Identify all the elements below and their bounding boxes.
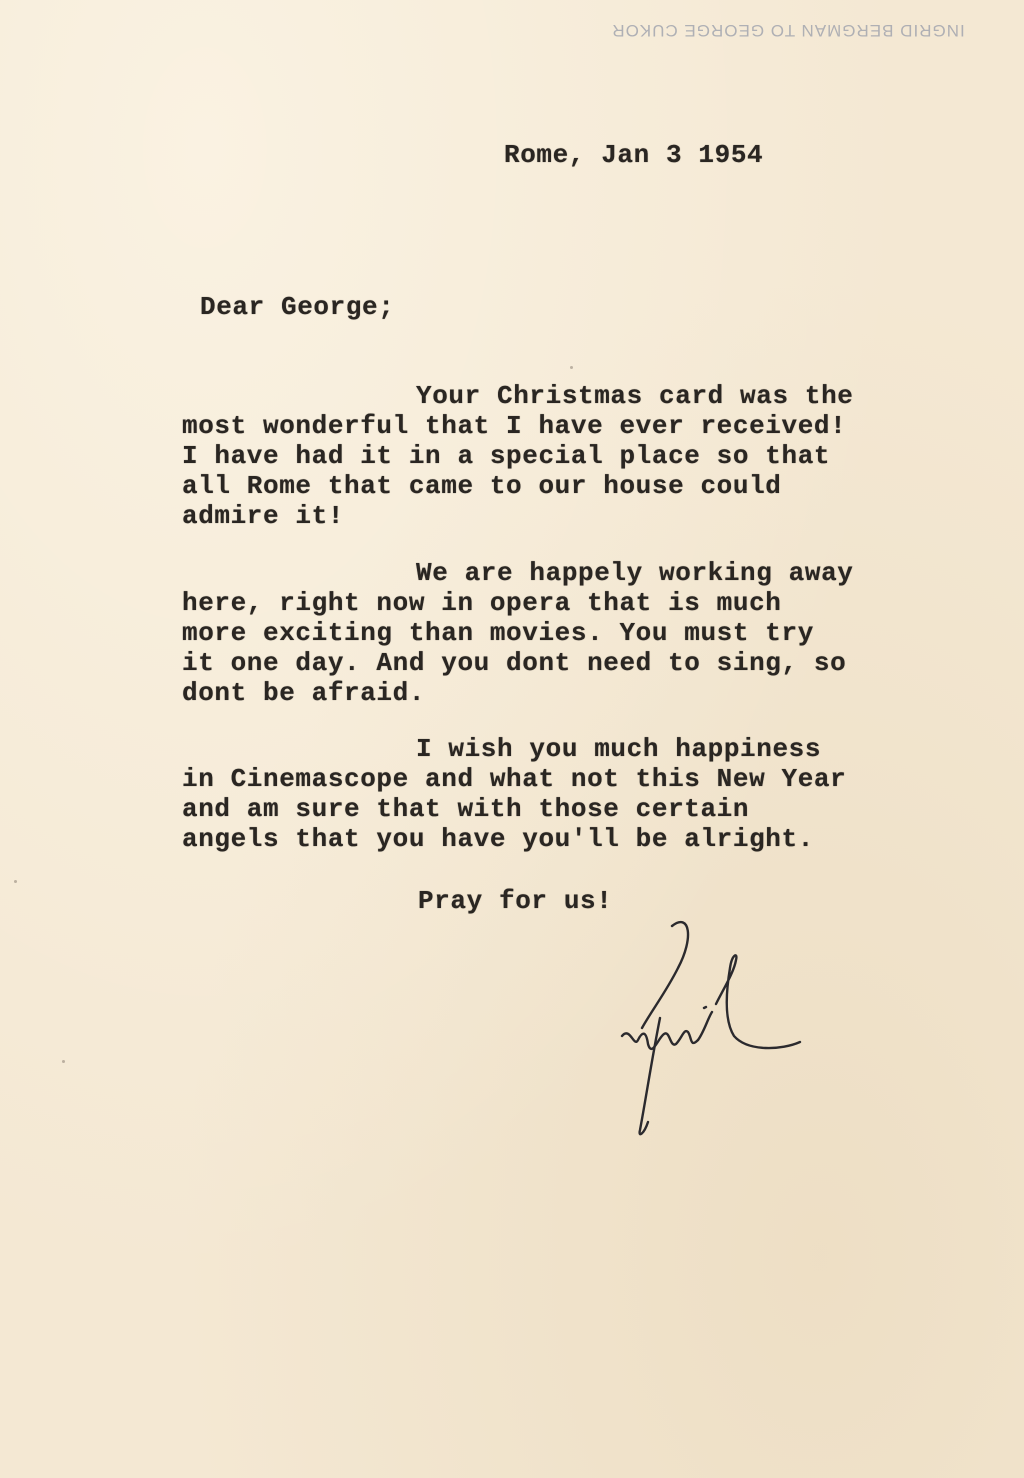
archival-pencil-note: INGRID BERGMAN TO GEORGE CUKOR bbox=[611, 21, 965, 40]
paragraph-line: in Cinemascope and what not this New Year bbox=[182, 764, 847, 794]
paragraph-line: admire it! bbox=[182, 501, 345, 531]
paragraph-line: all Rome that came to our house could bbox=[182, 471, 782, 501]
paragraph-1 bbox=[182, 381, 853, 531]
paragraph-3 bbox=[182, 734, 846, 854]
paragraph-line: We are happely working away bbox=[416, 558, 854, 588]
salutation: Dear George; bbox=[200, 292, 395, 322]
closing-line: Pray for us! bbox=[418, 886, 613, 916]
paragraph-line: and am sure that with those certain bbox=[182, 794, 750, 824]
paper-speck bbox=[14, 880, 17, 883]
paragraph-2 bbox=[182, 558, 853, 708]
paragraph-line: I have had it in a special place so that bbox=[182, 441, 831, 471]
paragraph-line: angels that you have you'll be alright. bbox=[182, 824, 814, 854]
paragraph-line: here, right now in opera that is much bbox=[182, 588, 782, 618]
paragraph-line: more exciting than movies. You must try bbox=[182, 618, 814, 648]
paragraph-line: dont be afraid. bbox=[182, 678, 426, 708]
date-line: Rome, Jan 3 1954 bbox=[504, 140, 764, 170]
paragraph-line: I wish you much happiness bbox=[416, 734, 822, 764]
paragraph-line: most wonderful that I have ever received! bbox=[182, 411, 847, 441]
paper-speck bbox=[570, 366, 573, 369]
paragraph-line: it one day. And you dont need to sing, so bbox=[182, 648, 847, 678]
paragraph-line: Your Christmas card was the bbox=[416, 381, 854, 411]
paper-speck bbox=[62, 1060, 65, 1063]
handwritten-signature bbox=[612, 908, 812, 1148]
